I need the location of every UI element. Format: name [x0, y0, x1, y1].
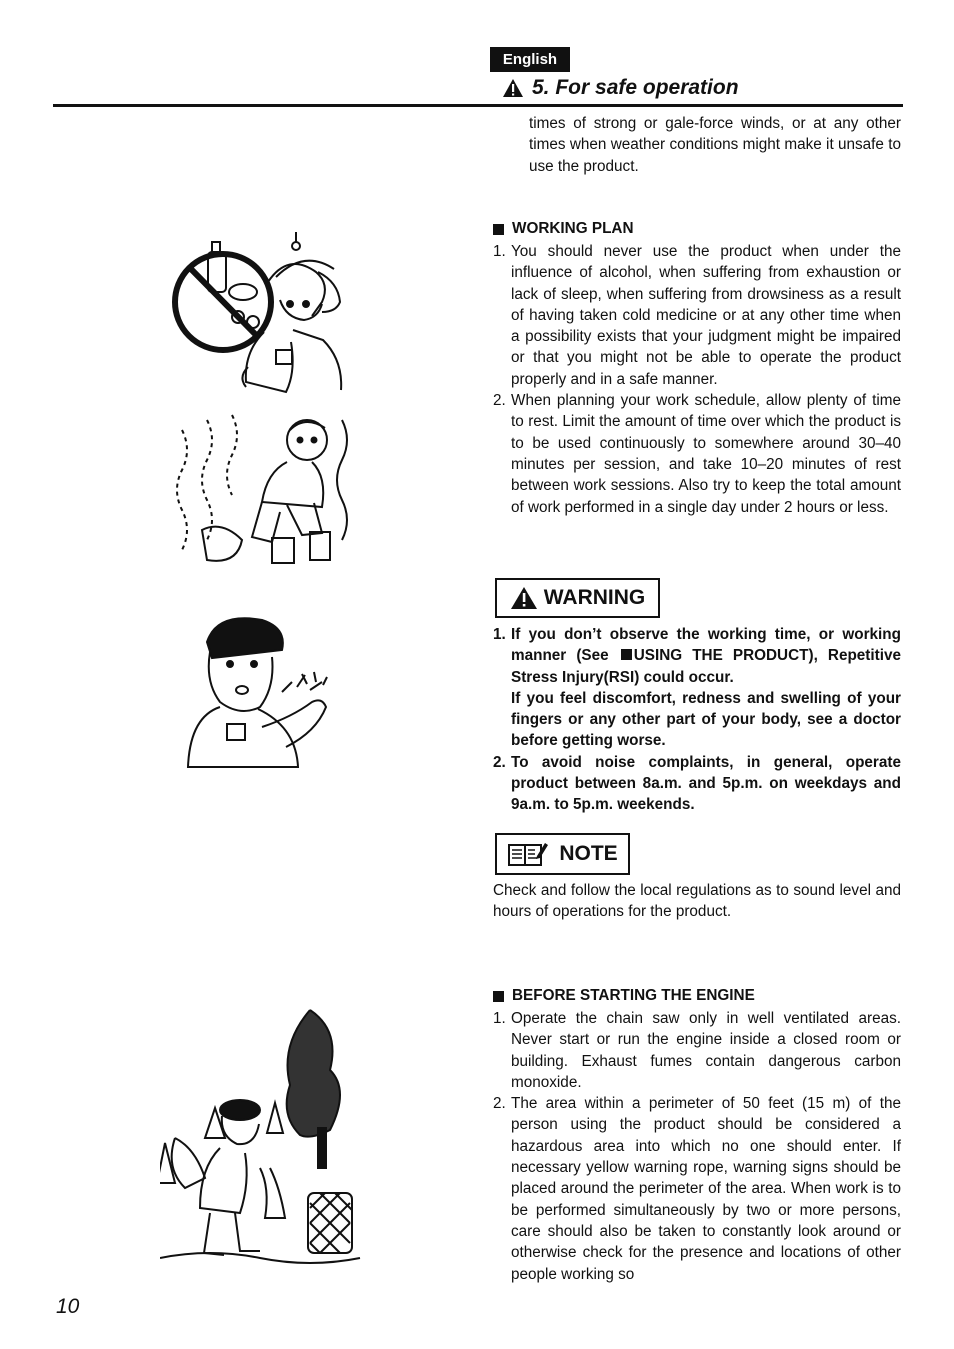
list-item	[493, 1008, 901, 1093]
list-item	[493, 1093, 901, 1285]
item-text: You should never use the product when under the influence of alcohol, when suffering from exhaustion or lack of sleep, when suffering from drowsiness as a result of having taken cold medicine or at any other time when a possibility exists that your judgment might be impaired or that you might not be able to operate the product properly and in a safe manner.	[511, 243, 901, 388]
list-item	[493, 752, 901, 816]
item-number: 1.	[493, 1010, 506, 1027]
item-text: Operate the chain saw only in well ventilated areas. Never start or run the engine inside a closed room or building. Exhaust fumes contain dangerous carbon monoxide.	[511, 1010, 901, 1091]
warning-label-box	[495, 578, 660, 618]
section-title	[502, 76, 739, 100]
working-plan-heading	[493, 220, 634, 238]
working-plan-heading-text: WORKING PLAN	[512, 220, 634, 237]
intro-continuation: times of strong or gale-force winds, or at any other times when weather conditions might make it unsafe to use the product.	[529, 115, 901, 175]
before-starting-heading	[493, 987, 755, 1005]
list-item	[493, 624, 901, 752]
warning-item1-text-c: If you feel discomfort, redness and swelling of your fingers or any other part of your body, see a doctor before getting worse.	[511, 689, 901, 750]
hand-pain-worker-illustration	[182, 612, 342, 774]
item-text: When planning your work schedule, allow plenty of time to rest. Limit the amount of time over which the product is to be used continuously to somewhere around 30–40 minutes per session, and take 10–20 minutes of rest between work sessions. Also try to keep the total amount of work performed in a single day under 2 hours or less.	[511, 392, 901, 516]
warning-item2-text: To avoid noise complaints, in general, operate product between 8a.m. and 5p.m. on weekdays and 9a.m. to 5p.m. weekends.	[511, 753, 901, 814]
item-number: 2.	[493, 392, 506, 410]
item-number: 2.	[493, 753, 506, 771]
item-number: 1.	[493, 243, 506, 260]
page-number: 10	[56, 1295, 80, 1318]
bullet-square-icon	[493, 224, 504, 235]
item-text: The area within a perimeter of 50 feet (15 m) of the person using the product should be considered a hazardous area into which no one should enter. If necessary yellow warning rope, warning signs should be placed around the perimeter of the area. When work is to be performed simultaneously by two or more persons, care should also be taken to constantly look around or otherwise check for the presence and locations of other people working so	[511, 1095, 901, 1283]
item-number: 2.	[493, 1095, 506, 1113]
warning-label: WARNING	[543, 586, 646, 609]
safety-perimeter-illustration	[160, 1008, 365, 1270]
before-starting-list	[493, 1008, 901, 1285]
header-rule	[53, 104, 903, 107]
bullet-square-icon	[493, 991, 504, 1002]
note-text: Check and follow the local regulations as to sound level and hours of operations for the product.	[493, 882, 901, 921]
notebook-pencil-icon	[507, 840, 549, 868]
before-starting-heading-text: BEFORE STARTING THE ENGINE	[512, 987, 755, 1004]
list-item	[493, 390, 901, 518]
working-plan-list	[493, 241, 901, 518]
warning-item1-text-a: If you don’t observe the working time, or working manner (See	[511, 626, 901, 665]
bullet-square-icon	[621, 649, 632, 660]
note-label: NOTE	[559, 842, 618, 865]
warning-item1-text-b: USING THE PRODUCT), Repetitive Stress Injury(RSI) could occur.	[511, 647, 902, 686]
warning-list	[493, 624, 901, 816]
language-badge: English	[490, 47, 570, 72]
note-label-box	[495, 833, 630, 875]
section-title-text: 5. For safe operation	[532, 76, 739, 99]
item-number: 1.	[493, 626, 506, 643]
resting-worker-illustration	[172, 410, 352, 578]
no-alcohol-worker-illustration	[168, 222, 358, 402]
list-item	[493, 241, 901, 390]
warning-triangle-icon	[502, 78, 524, 98]
warning-triangle-icon	[510, 586, 538, 610]
